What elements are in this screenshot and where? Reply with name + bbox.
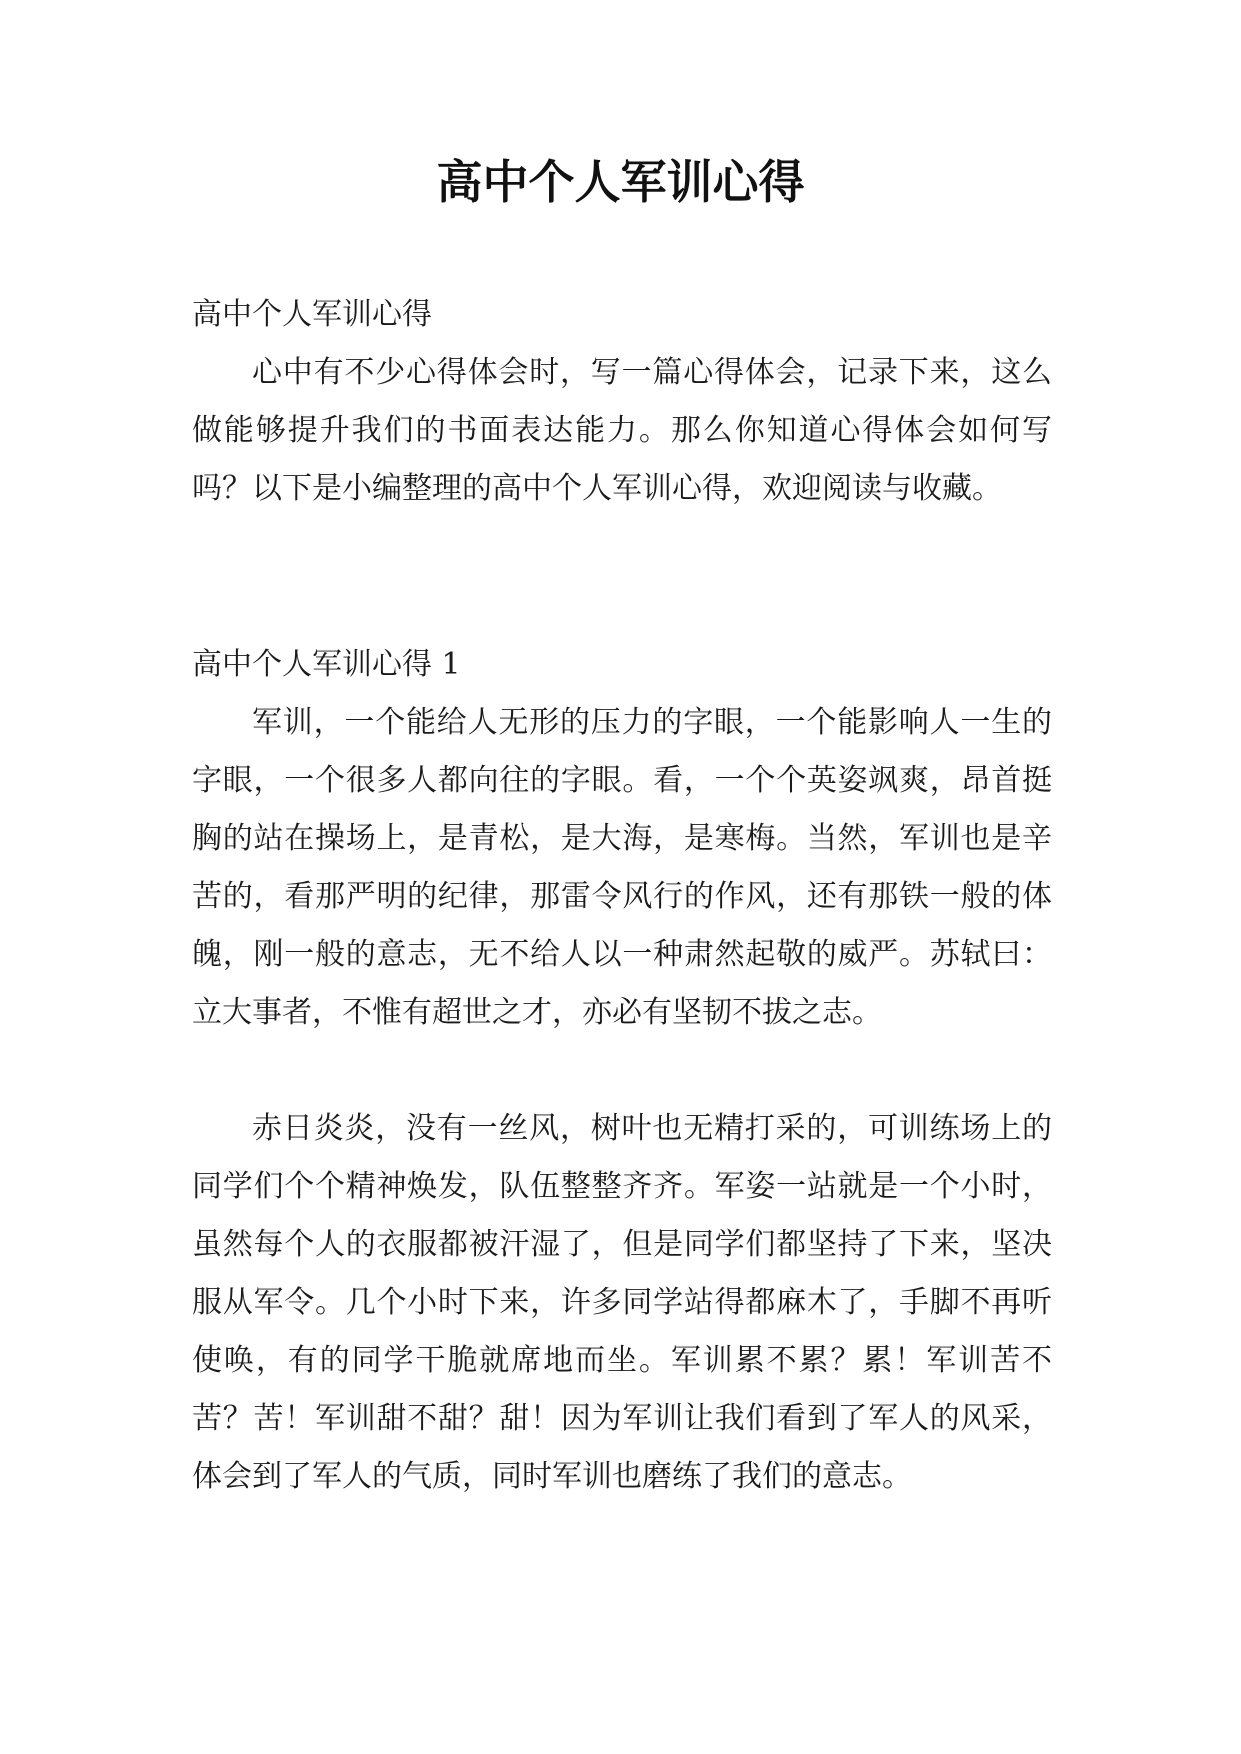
intro-paragraph: 心中有不少心得体会时，写一篇心得体会，记录下来，这么做能够提升我们的书面表达能力。那么你知道心得体会如何写吗？以下是小编整理的高中个人军训心得，欢迎阅读与收藏。	[192, 355, 1052, 506]
document-subtitle: 高中个人军训心得	[192, 297, 432, 332]
section-paragraph: 赤日炎炎，没有一丝风，树叶也无精打采的，可训练场上的同学们个个精神焕发，队伍整整齐齐。军姿一站就是一个小时，虽然每个人的衣服都被汗湿了，但是同学们都坚持了下来，坚决服从军令。几个小时下来，许多同学站得都麻木了，手脚不再听使唤，有的同学干脆就席地而坐。军训累不累？累！军训苦不苦？苦！军训甜不甜？甜！因为军训让我们看到了军人的风采，体会到了军人的气质，同时军训也磨练了我们的意志。	[192, 1111, 1052, 1494]
section-heading: 高中个人军训心得 1	[192, 647, 461, 682]
section-paragraph: 军训，一个能给人无形的压力的字眼，一个能影响人一生的字眼，一个很多人都向往的字眼。看，一个个英姿飒爽，昂首挺胸的站在操场上，是青松，是大海，是寒梅。当然，军训也是辛苦的，看那严明的纪律，那雷令风行的作风，还有那铁一般的体魄，刚一般的意志，无不给人以一种肃然起敬的威严。苏轼曰：立大事者，不惟有超世之才，亦必有坚韧不拔之志。	[192, 705, 1052, 1030]
document-title: 高中个人军训心得	[436, 155, 805, 209]
